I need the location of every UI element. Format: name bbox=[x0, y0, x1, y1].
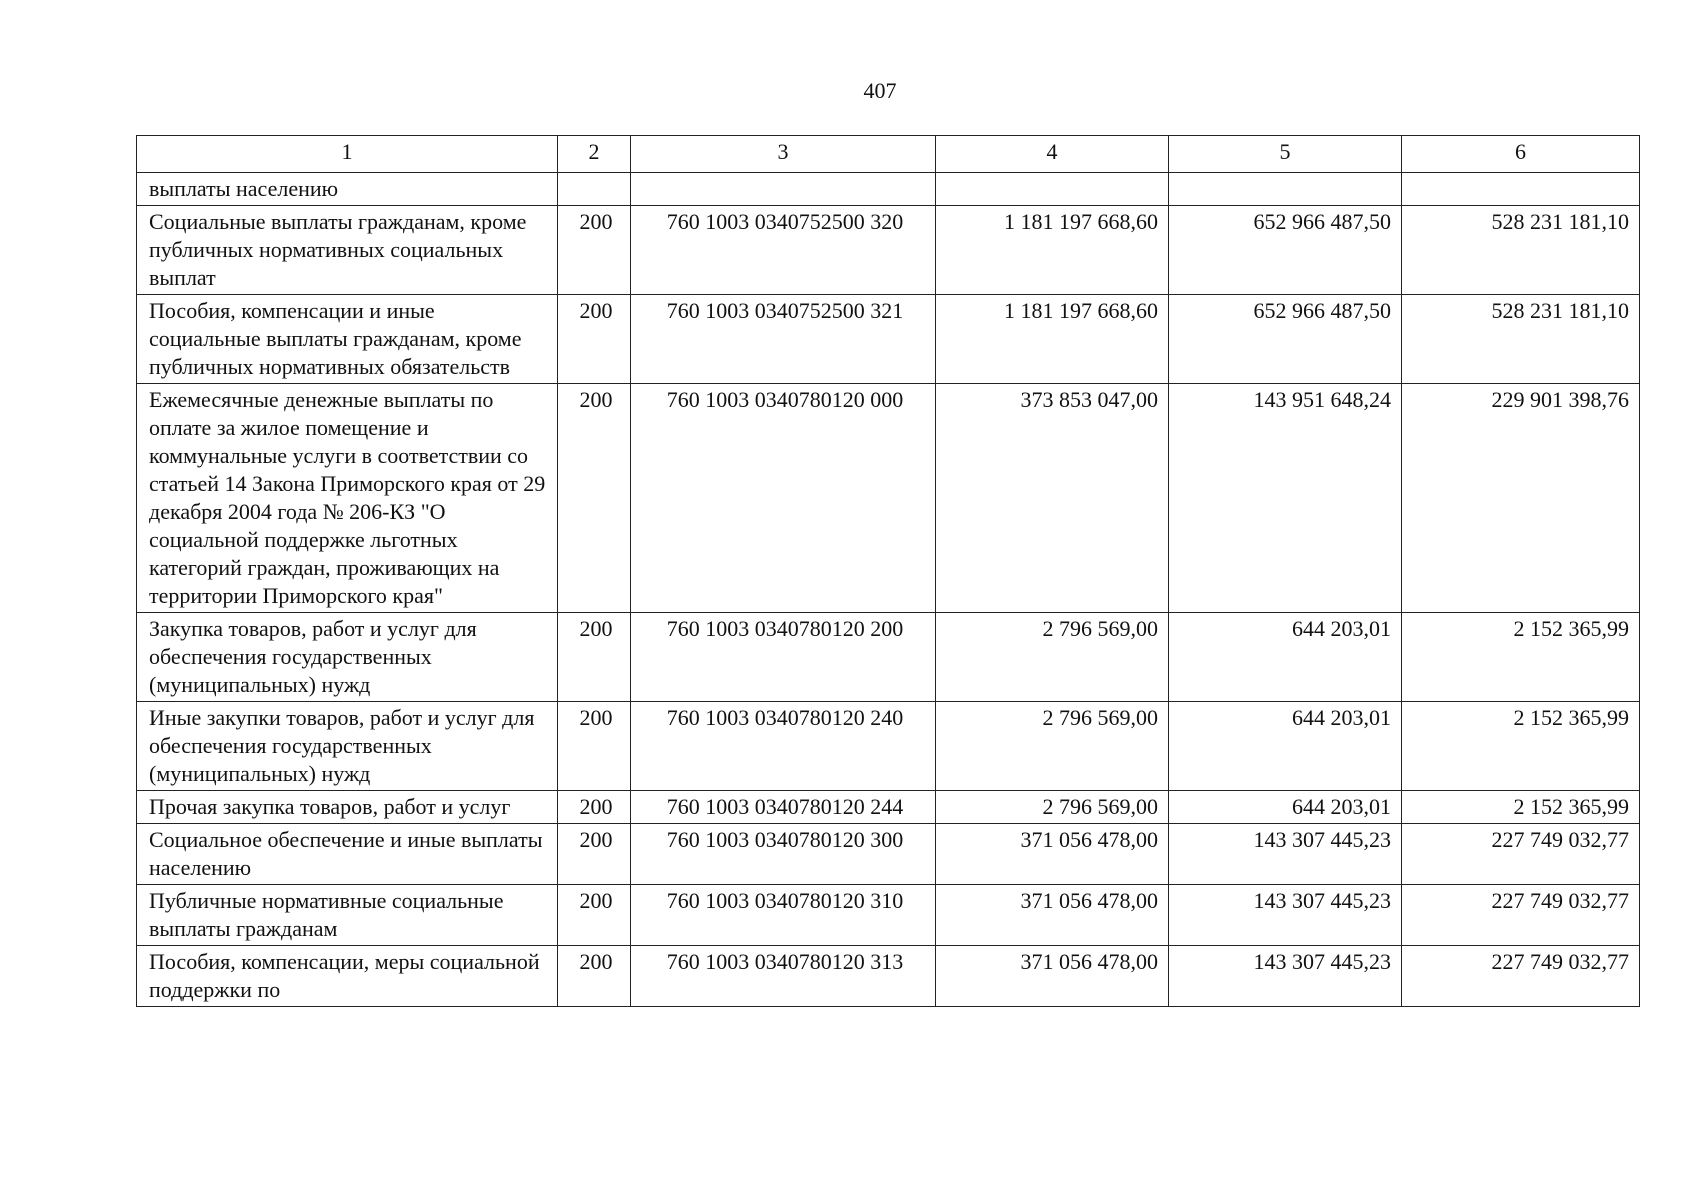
budget-table bbox=[136, 135, 1640, 1007]
column-header: 5 bbox=[1169, 136, 1402, 173]
table-row bbox=[137, 613, 1640, 702]
row-value-6: 227 749 032,77 bbox=[1402, 824, 1640, 885]
column-header: 4 bbox=[936, 136, 1169, 173]
table-row bbox=[137, 824, 1640, 885]
row-value-5: 143 307 445,23 bbox=[1169, 946, 1402, 1007]
row-name: выплаты населению bbox=[137, 173, 558, 206]
row-value-4: 1 181 197 668,60 bbox=[936, 206, 1169, 295]
table-row bbox=[137, 791, 1640, 824]
column-header: 3 bbox=[631, 136, 936, 173]
row-value-5: 143 307 445,23 bbox=[1169, 885, 1402, 946]
row-value-5: 644 203,01 bbox=[1169, 702, 1402, 791]
row-value-6: 528 231 181,10 bbox=[1402, 295, 1640, 384]
row-kbk: 760 1003 0340752500 321 bbox=[631, 295, 936, 384]
row-value-4: 371 056 478,00 bbox=[936, 885, 1169, 946]
row-value-6: 2 152 365,99 bbox=[1402, 613, 1640, 702]
table-row bbox=[137, 206, 1640, 295]
row-value-4: 373 853 047,00 bbox=[936, 384, 1169, 613]
row-code: 200 bbox=[558, 384, 631, 613]
row-value-5: 644 203,01 bbox=[1169, 613, 1402, 702]
row-kbk bbox=[631, 173, 936, 206]
row-value-4: 2 796 569,00 bbox=[936, 702, 1169, 791]
table-row bbox=[137, 885, 1640, 946]
row-name: Пособия, компенсации и иные социальные выплаты гражданам, кроме публичных нормативных обязательств bbox=[137, 295, 558, 384]
row-value-4: 1 181 197 668,60 bbox=[936, 295, 1169, 384]
row-kbk: 760 1003 0340780120 310 bbox=[631, 885, 936, 946]
row-kbk: 760 1003 0340780120 300 bbox=[631, 824, 936, 885]
row-code: 200 bbox=[558, 824, 631, 885]
row-code bbox=[558, 173, 631, 206]
row-value-5 bbox=[1169, 173, 1402, 206]
row-code: 200 bbox=[558, 206, 631, 295]
row-name: Пособия, компенсации, меры социальной поддержки по bbox=[137, 946, 558, 1007]
row-name: Иные закупки товаров, работ и услуг для обеспечения государственных (муниципальных) нужд bbox=[137, 702, 558, 791]
row-name: Прочая закупка товаров, работ и услуг bbox=[137, 791, 558, 824]
row-value-4: 2 796 569,00 bbox=[936, 791, 1169, 824]
row-value-6: 2 152 365,99 bbox=[1402, 702, 1640, 791]
row-value-5: 652 966 487,50 bbox=[1169, 295, 1402, 384]
row-kbk: 760 1003 0340780120 000 bbox=[631, 384, 936, 613]
row-kbk: 760 1003 0340780120 313 bbox=[631, 946, 936, 1007]
row-name: Социальные выплаты гражданам, кроме публичных нормативных социальных выплат bbox=[137, 206, 558, 295]
row-code: 200 bbox=[558, 613, 631, 702]
row-value-6: 227 749 032,77 bbox=[1402, 946, 1640, 1007]
row-kbk: 760 1003 0340752500 320 bbox=[631, 206, 936, 295]
page-number: 407 bbox=[863, 78, 897, 103]
row-kbk: 760 1003 0340780120 200 bbox=[631, 613, 936, 702]
table-header-row bbox=[137, 136, 1640, 173]
row-value-5: 143 951 648,24 bbox=[1169, 384, 1402, 613]
row-code: 200 bbox=[558, 791, 631, 824]
row-value-4 bbox=[936, 173, 1169, 206]
row-kbk: 760 1003 0340780120 240 bbox=[631, 702, 936, 791]
row-value-4: 2 796 569,00 bbox=[936, 613, 1169, 702]
row-code: 200 bbox=[558, 702, 631, 791]
column-header: 6 bbox=[1402, 136, 1640, 173]
table-row bbox=[137, 946, 1640, 1007]
row-value-5: 143 307 445,23 bbox=[1169, 824, 1402, 885]
row-value-4: 371 056 478,00 bbox=[936, 946, 1169, 1007]
row-value-6: 229 901 398,76 bbox=[1402, 384, 1640, 613]
row-name: Ежемесячные денежные выплаты по оплате за жилое помещение и коммунальные услуги в соответствии со статьей 14 Закона Приморского края от 29 декабря 2004 года № 206-КЗ "О социальной поддержке льготных категорий граждан, проживающих на территории Приморского края" bbox=[137, 384, 558, 613]
row-value-5: 644 203,01 bbox=[1169, 791, 1402, 824]
row-value-6: 227 749 032,77 bbox=[1402, 885, 1640, 946]
row-code: 200 bbox=[558, 295, 631, 384]
row-kbk: 760 1003 0340780120 244 bbox=[631, 791, 936, 824]
table-row bbox=[137, 384, 1640, 613]
row-code: 200 bbox=[558, 885, 631, 946]
row-code: 200 bbox=[558, 946, 631, 1007]
row-value-6 bbox=[1402, 173, 1640, 206]
table-row bbox=[137, 295, 1640, 384]
row-value-5: 652 966 487,50 bbox=[1169, 206, 1402, 295]
column-header: 2 bbox=[558, 136, 631, 173]
table-row bbox=[137, 702, 1640, 791]
row-value-6: 528 231 181,10 bbox=[1402, 206, 1640, 295]
row-value-4: 371 056 478,00 bbox=[936, 824, 1169, 885]
column-header: 1 bbox=[137, 136, 558, 173]
row-name: Социальное обеспечение и иные выплаты населению bbox=[137, 824, 558, 885]
row-name: Закупка товаров, работ и услуг для обеспечения государственных (муниципальных) нужд bbox=[137, 613, 558, 702]
table-row bbox=[137, 173, 1640, 206]
row-value-6: 2 152 365,99 bbox=[1402, 791, 1640, 824]
row-name: Публичные нормативные социальные выплаты гражданам bbox=[137, 885, 558, 946]
